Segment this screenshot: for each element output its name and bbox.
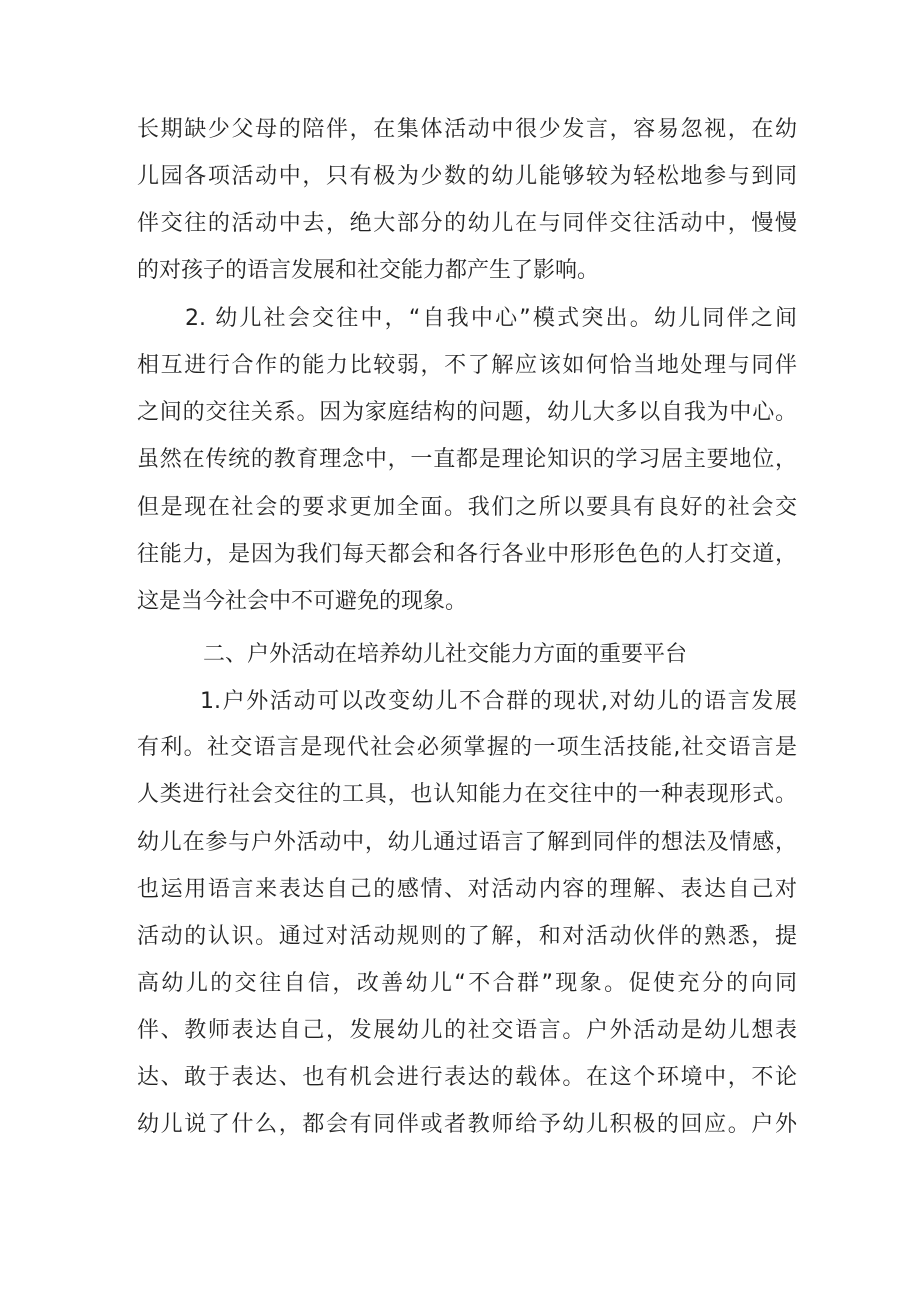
text-line: 虽然在传统的教育理念中，一直都是理论知识的学习居主要地位，: [137, 447, 797, 472]
text-line: 伴交往的活动中去，绝大部分的幼儿在与同伴交往活动中，慢慢: [137, 211, 797, 236]
text-line: 高幼儿的交往自信，改善幼儿“不合群”现象。促使充分的向同: [137, 971, 797, 996]
text-line: 长期缺少父母的陪伴，在集体活动中很少发言，容易忽视，在幼: [137, 117, 797, 142]
text-line: 也运用语言来表达自己的感情、对活动内容的理解、表达自己对: [137, 877, 797, 902]
text-line: 幼儿说了什么，都会有同伴或者教师给予幼儿积极的回应。户外: [137, 1112, 797, 1137]
text-line: 活动的认识。通过对活动规则的了解，和对活动伙伴的熟悉，提: [137, 924, 797, 949]
text-line: 伴、教师表达自己，发展幼儿的社交语言。户外活动是幼儿想表: [137, 1018, 797, 1043]
text-line: 这是当今社会中不可避免的现象。: [137, 589, 468, 614]
text-line: 之间的交往关系。因为家庭结构的问题，幼儿大多以自我为中心。: [137, 400, 797, 425]
paragraph-first-line: 2. 幼儿社会交往中，“自我中心”模式突出。幼儿同伴之间: [185, 306, 797, 331]
text-line: 的对孩子的语言发展和社交能力都产生了影响。: [137, 258, 600, 283]
text-line: 儿园各项活动中，只有极为少数的幼儿能够较为轻松地参与到同: [137, 164, 797, 189]
text-line: 幼儿在参与户外活动中，幼儿通过语言了解到同伴的想法及情感，: [137, 830, 797, 855]
text-line: 但是现在社会的要求更加全面。我们之所以要具有良好的社会交: [137, 495, 797, 520]
text-line: 达、敢于表达、也有机会进行表达的载体。在这个环境中，不论: [137, 1065, 797, 1090]
text-line: 相互进行合作的能力比较弱，不了解应该如何恰当地处理与同伴: [137, 353, 797, 378]
text-line: 有利。社交语言是现代社会必须掌握的一项生活技能,社交语言是: [137, 735, 797, 760]
paragraph-first-line: 1.户外活动可以改变幼儿不合群的现状,对幼儿的语言发展: [200, 689, 797, 714]
section-heading: 二、户外活动在培养幼儿社交能力方面的重要平台: [203, 642, 688, 667]
text-line: 往能力，是因为我们每天都会和各行各业中形形色色的人打交道，: [137, 542, 797, 567]
text-line: 人类进行社会交往的工具，也认知能力在交往中的一种表现形式。: [137, 782, 797, 807]
